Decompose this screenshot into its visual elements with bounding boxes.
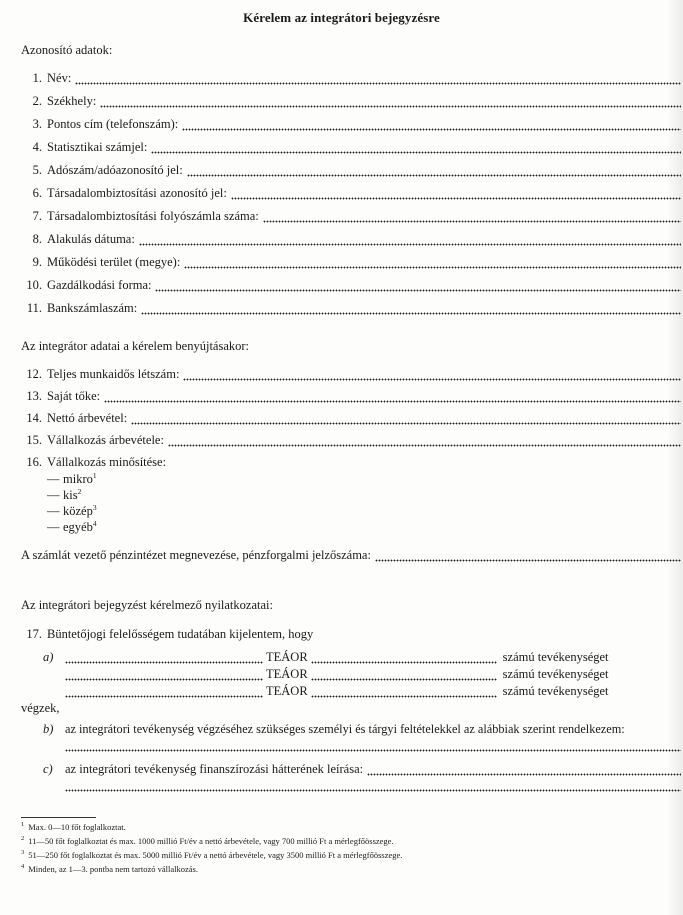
field-row-bank-institution[interactable] — [21, 548, 681, 565]
field-number: 7. — [32, 209, 42, 223]
declaration-text: Büntetőjogi felelősségem tudatában kijelentem, hogy — [47, 627, 314, 641]
footnote-number: 3 — [21, 849, 25, 856]
teaor-label: TEÁOR — [266, 684, 308, 698]
field-row-social-security-account[interactable] — [21, 209, 681, 226]
field-row-business-form[interactable] — [21, 278, 681, 295]
field-label: Vállalkozás árbevétele: — [47, 433, 164, 447]
declaration-b-row — [43, 722, 681, 739]
field-row-tax-number[interactable] — [21, 163, 681, 180]
field-number: 11. — [26, 301, 42, 315]
section-integrator-data: Az integrátor adatai a kérelem benyújtásakor: — [21, 339, 250, 353]
option-text: közép — [63, 504, 93, 518]
field-number: 9. — [32, 255, 42, 269]
footnote-number: 1 — [21, 821, 25, 828]
teaor-fill-line[interactable] — [311, 661, 497, 664]
activity-label: számú tevékenységet — [502, 667, 609, 681]
field-row-headcount[interactable] — [21, 367, 681, 384]
field-label: Név: — [47, 71, 72, 85]
item-marker: b) — [43, 722, 54, 736]
section-identifiers: Azonosító adatok: — [21, 43, 113, 57]
footnote-1 — [21, 822, 126, 832]
activity-label: számú tevékenységet — [502, 684, 609, 698]
field-fill-line[interactable] — [187, 174, 681, 177]
field-number: 17. — [26, 627, 42, 641]
field-fill-line[interactable] — [75, 82, 681, 85]
teaor-fill-line[interactable] — [311, 678, 497, 681]
field-label: Székhely: — [47, 94, 97, 108]
field-row-classification — [21, 455, 681, 472]
teaor-label: TEÁOR — [266, 650, 308, 664]
footnote-ref: 2 — [77, 487, 82, 496]
field-fill-line[interactable] — [375, 559, 681, 562]
field-label: Gazdálkodási forma: — [47, 278, 152, 292]
field-fill-line[interactable] — [104, 400, 681, 403]
footnote-ref: 4 — [92, 519, 97, 528]
field-number: 15. — [26, 433, 42, 447]
page-title: Kérelem az integrátori bejegyzésre — [243, 10, 440, 25]
field-row-net-revenue[interactable] — [21, 411, 681, 428]
field-row-bank-account[interactable] — [21, 301, 681, 318]
fill-line[interactable] — [65, 789, 681, 792]
footnote-number: 4 — [21, 863, 25, 870]
field-number: 14. — [26, 411, 42, 425]
field-fill-line[interactable] — [184, 266, 681, 269]
field-row-founding-date[interactable] — [21, 232, 681, 249]
field-row-statistical-code[interactable] — [21, 140, 681, 157]
field-row-company-revenue[interactable] — [21, 433, 681, 450]
field-number: 13. — [26, 389, 42, 403]
teaor-fill-line[interactable] — [311, 695, 497, 698]
field-fill-line[interactable] — [155, 289, 681, 292]
field-label: Bankszámlaszám: — [47, 301, 138, 315]
declaration-row — [21, 627, 681, 644]
field-row-equity[interactable] — [21, 389, 681, 406]
item-marker: c) — [43, 762, 53, 776]
footnote-2 — [21, 836, 394, 846]
fill-line[interactable] — [65, 749, 681, 752]
field-label: Társadalombiztosítási folyószámla száma: — [47, 209, 259, 223]
field-label: Társadalombiztosítási azonosító jel: — [47, 186, 227, 200]
field-fill-line[interactable] — [182, 128, 681, 131]
activity-fill-line[interactable] — [65, 661, 263, 664]
teaor-row-3[interactable] — [65, 684, 609, 701]
field-fill-line[interactable] — [100, 105, 681, 108]
field-fill-line[interactable] — [139, 243, 681, 246]
field-label: Vállalkozás minősítése: — [47, 455, 167, 469]
field-number: 10. — [26, 278, 42, 292]
field-fill-line[interactable] — [183, 378, 681, 381]
footnote-text: 11—50 főt foglalkoztat és max. 1000 millió Ft/év a nettó árbevétele, vagy 700 millió Ft a mérlegfőösszege. — [28, 836, 394, 846]
footnote-text: Max. 0—10 főt foglalkoztat. — [28, 822, 126, 832]
dash-marker: — — [47, 504, 60, 518]
field-label: Statisztikai számjel: — [47, 140, 148, 154]
field-label: Pontos cím (telefonszám): — [47, 117, 179, 131]
field-number: 8. — [32, 232, 42, 246]
footnote-3 — [21, 850, 402, 860]
field-fill-line[interactable] — [141, 312, 681, 315]
dash-marker: — — [47, 472, 60, 486]
field-number: 2. — [32, 94, 42, 108]
field-number: 12. — [26, 367, 42, 381]
declaration-c-fill[interactable] — [65, 778, 681, 795]
activity-fill-line[interactable] — [65, 678, 263, 681]
field-row-social-security-id[interactable] — [21, 186, 681, 203]
field-row-seat[interactable] — [21, 94, 681, 111]
declaration-c-text: az integrátori tevékenység finanszírozási hátterének leírása: — [65, 762, 364, 776]
dash-marker: — — [47, 520, 60, 534]
field-number: 1. — [32, 71, 42, 85]
classification-option-medium[interactable] — [47, 504, 97, 519]
footnote-text: 51—250 főt foglalkoztat és max. 5000 millió Ft/év a nettó árbevétele, vagy 3500 millió Ft a mérlegfőösszege. — [28, 850, 403, 860]
footnote-number: 2 — [21, 835, 25, 842]
field-label: Nettó árbevétel: — [47, 411, 128, 425]
field-fill-line[interactable] — [168, 444, 681, 447]
section-declarations: Az integrátori bejegyzést kérelmező nyilatkozatai: — [21, 598, 273, 612]
field-fill-line[interactable] — [263, 220, 681, 223]
field-row-name[interactable] — [21, 71, 681, 88]
footnote-text: Minden, az 1—3. pontba nem tartozó vállalkozás. — [28, 864, 198, 874]
dash-marker: — — [47, 488, 60, 502]
footnote-4 — [21, 864, 198, 874]
activity-label: számú tevékenységet — [502, 650, 609, 664]
teaor-row-2[interactable] — [65, 667, 609, 684]
footnote-ref: 1 — [92, 471, 97, 480]
fill-line[interactable] — [367, 773, 681, 776]
option-text: mikro — [63, 472, 93, 486]
vegzek-text: végzek, — [21, 701, 60, 715]
field-label: Alakulás dátuma: — [47, 232, 135, 246]
classification-option-micro[interactable] — [47, 472, 97, 487]
declaration-b-text: az integrátori tevékenység végzéséhez szükséges személyi és tárgyi feltételekkel az alábbiak szerint rendelkezem: — [65, 722, 625, 736]
field-label: Működési terület (megye): — [47, 255, 181, 269]
field-row-address[interactable] — [21, 117, 681, 134]
field-number: 4. — [32, 140, 42, 154]
item-marker: a) — [43, 650, 54, 664]
field-label: Saját tőke: — [47, 389, 101, 403]
classification-option-small[interactable] — [47, 488, 81, 503]
field-label: Teljes munkaidős létszám: — [47, 367, 180, 381]
field-number: 5. — [32, 163, 42, 177]
field-number: 3. — [32, 117, 42, 131]
field-fill-line[interactable] — [231, 197, 681, 200]
footnote-ref: 3 — [92, 503, 97, 512]
field-fill-line[interactable] — [131, 422, 681, 425]
footnote-divider — [21, 817, 96, 818]
field-row-operating-area[interactable] — [21, 255, 681, 272]
declaration-c-row[interactable] — [43, 762, 681, 779]
activity-fill-line[interactable] — [65, 695, 263, 698]
teaor-row-1[interactable] — [43, 650, 609, 667]
field-label: A számlát vezető pénzintézet megnevezése, pénzforgalmi jelzőszáma: — [21, 548, 371, 562]
field-number: 6. — [32, 186, 42, 200]
option-text: kis — [63, 488, 78, 502]
option-text: egyéb — [63, 520, 93, 534]
field-number: 16. — [26, 455, 42, 469]
classification-option-other[interactable] — [47, 520, 97, 535]
field-label: Adószám/adóazonosító jel: — [47, 163, 183, 177]
teaor-label: TEÁOR — [266, 667, 308, 681]
field-fill-line[interactable] — [151, 151, 681, 154]
declaration-b-fill[interactable] — [65, 738, 681, 755]
